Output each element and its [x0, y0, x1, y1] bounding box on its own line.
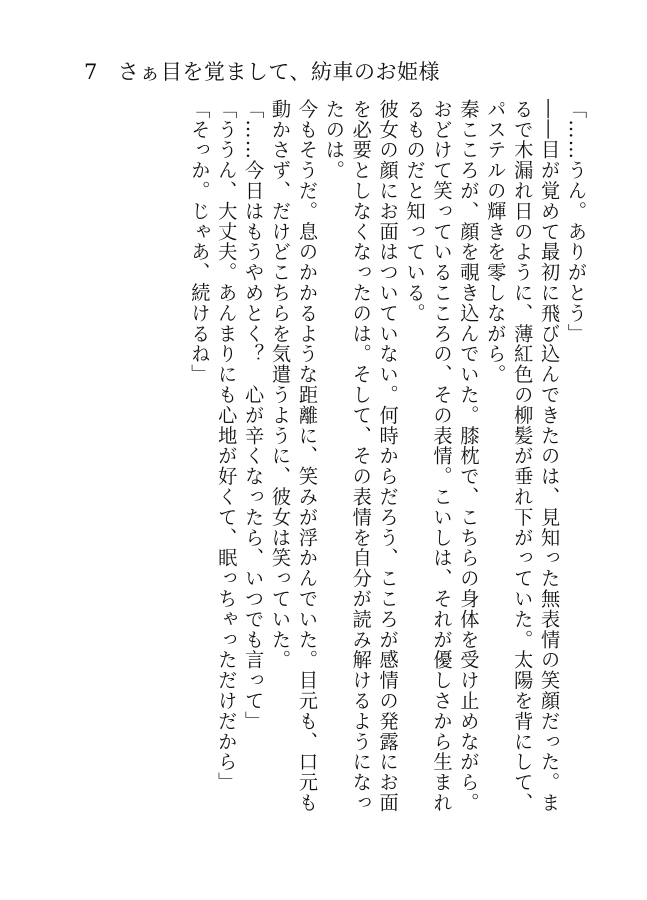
paragraph: ――目が覚めて最初に飛び込んできたのは、見知った無表情の笑顔だった。まるで木漏れ日のように、薄紅色の柳髪が垂れ下がっていた。太陽を背にして、パステルの輝きを零しながら。: [484, 99, 562, 813]
chapter-number: 7: [84, 60, 98, 84]
paragraph: 「……うん。ありがとう」: [565, 99, 588, 344]
paragraph: 彼女の顔にお面はついていない。何時からだろう、こころが感情の発露にお面を必要としなくなったのは。そして、その表情を自分が読み解けるようになったのは。: [322, 99, 400, 813]
paragraph: 「ううん、大丈夫。あんまりにも心地が好くて、眠っちゃっただけだから」: [215, 99, 239, 793]
paragraph: 「そっか。じゃあ、続けるね」: [188, 99, 212, 385]
paragraph: 秦こころが、顔を覗き込んでいた。膝枕で、こちらの身体を受け止めながら。おどけて笑っているこころの、その表情。こいしは、それが優しさから生まれるものだと知っている。: [403, 99, 481, 813]
paragraph: 今もそうだ。息のかかるような距離に、笑みが浮かんでいた。目元も、口元も動かさず、だけどこちらを気遣うように、彼女は笑っていた。: [269, 99, 319, 813]
chapter-title: さぁ目を覚まして、紡車のお姫様: [117, 60, 440, 84]
paragraph: 「……今日はもうやめとく？ 心が辛くなったら、いつでも言って」: [242, 99, 266, 732]
chapter-header: [84, 58, 440, 86]
vertical-body-text: [185, 99, 589, 829]
